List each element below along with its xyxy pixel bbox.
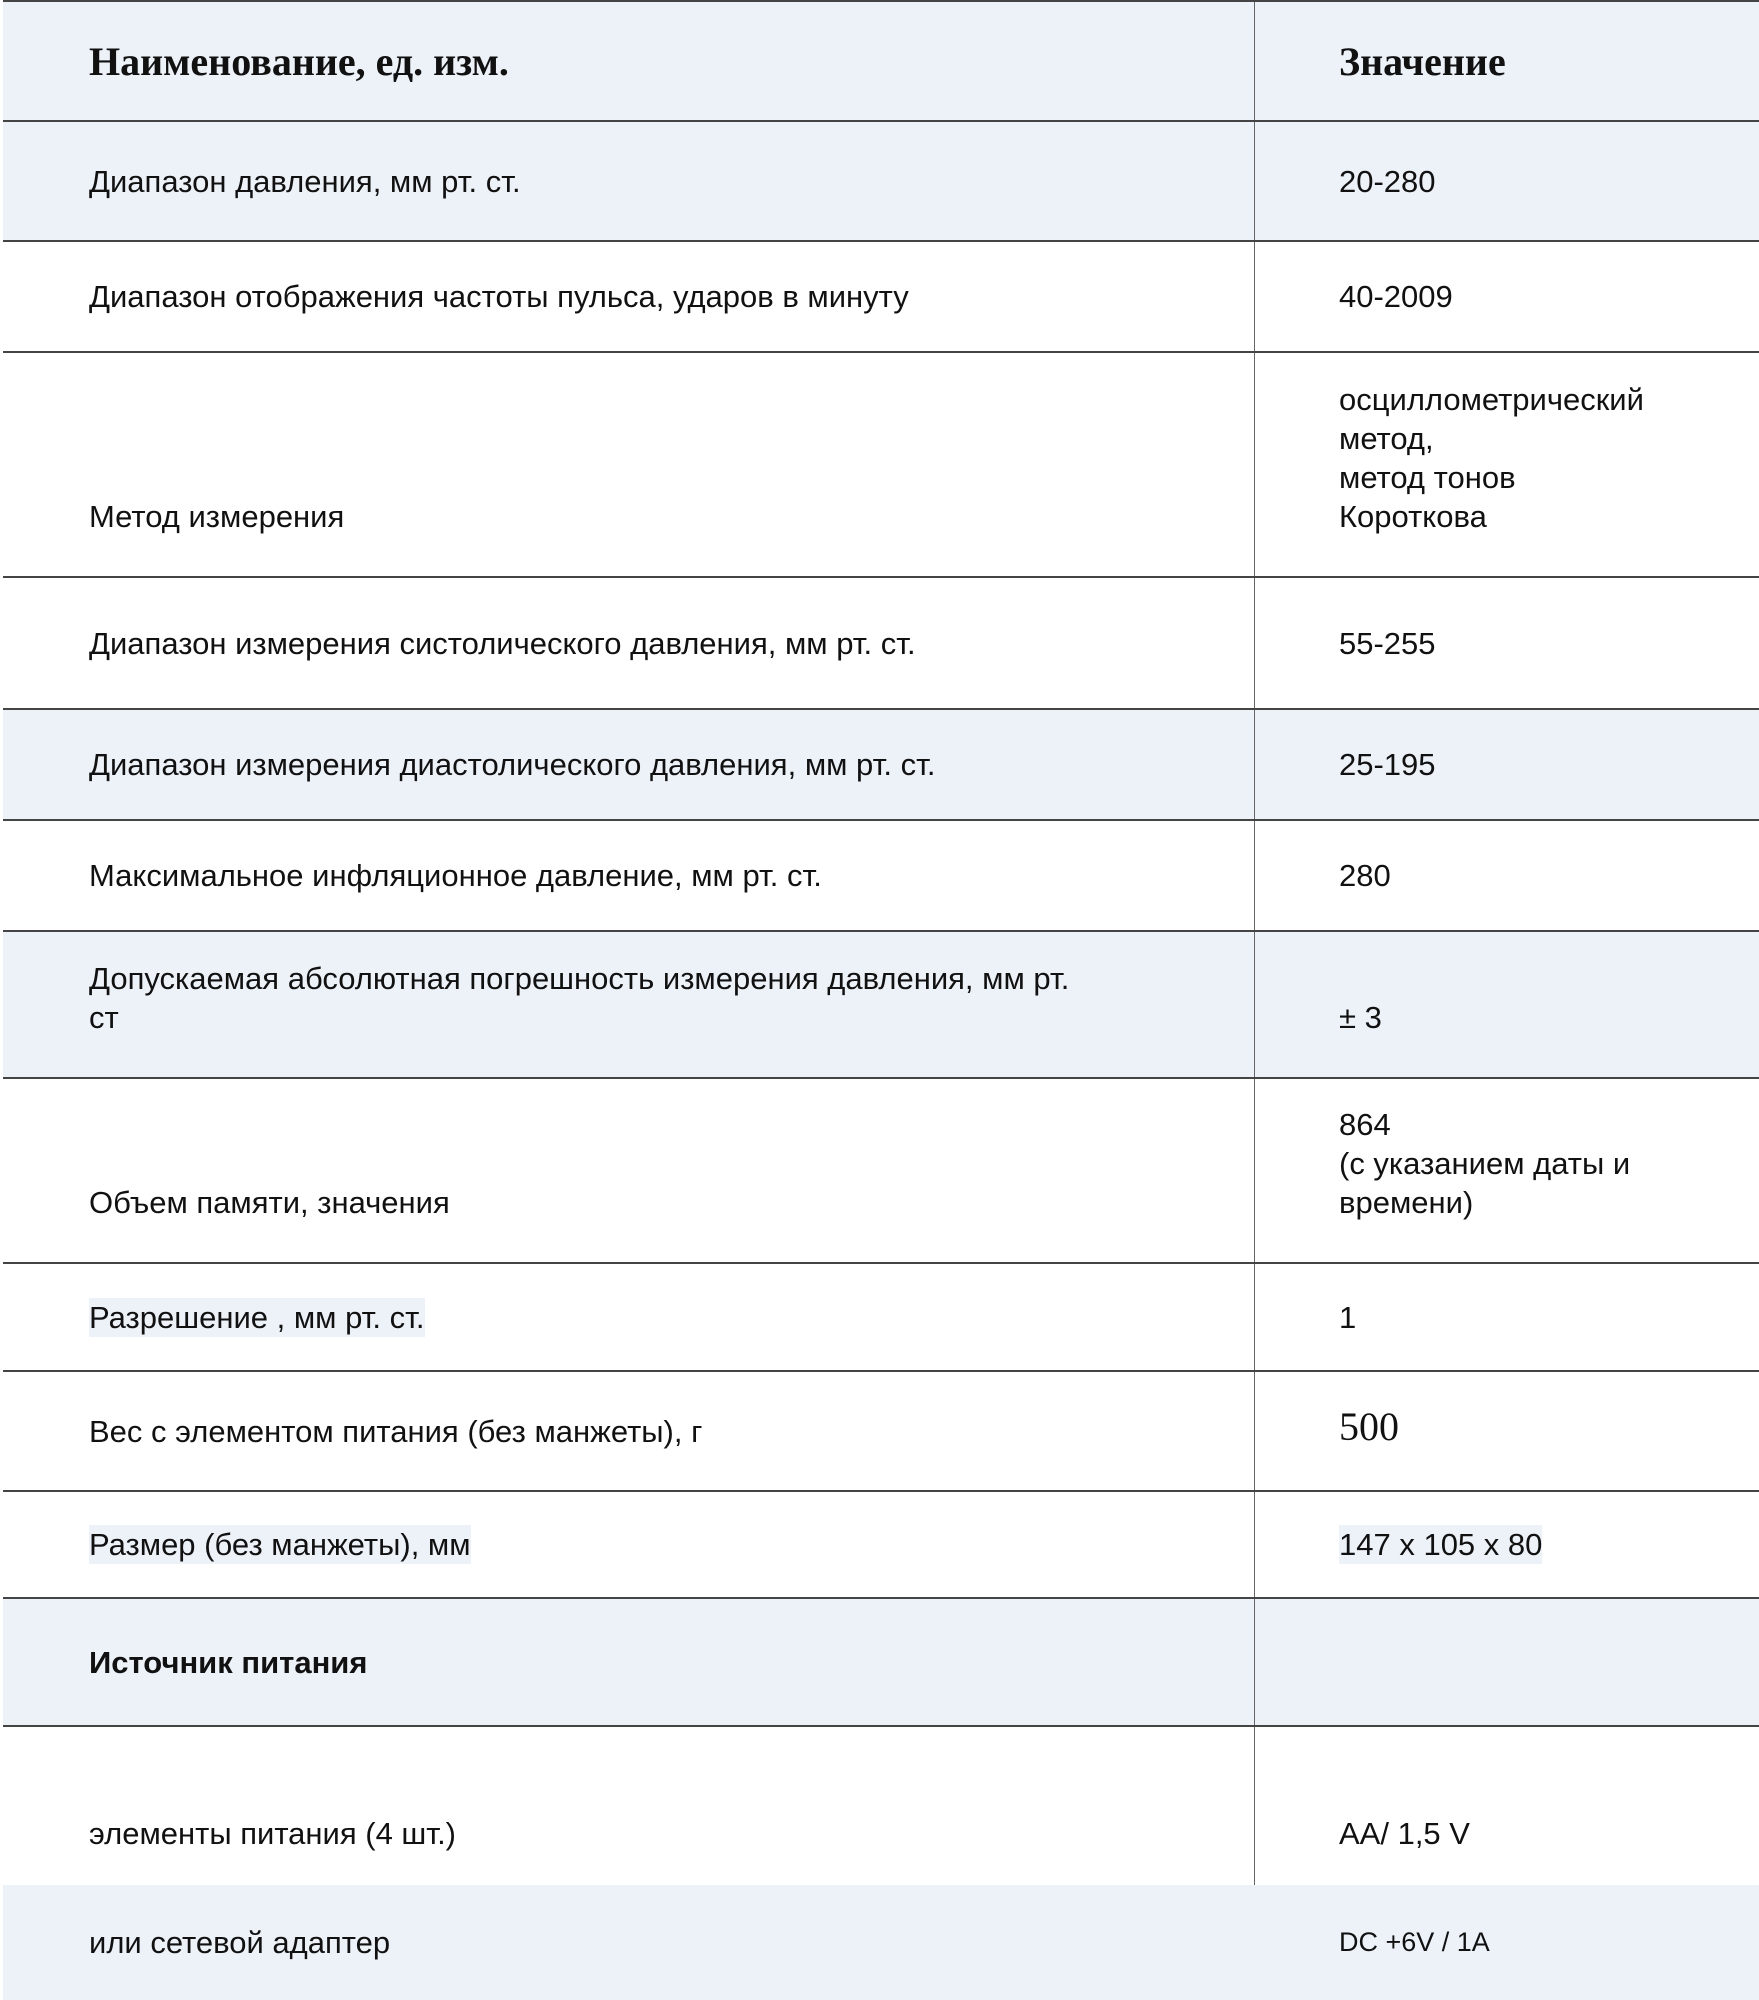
row-value: 20-280 — [1339, 163, 1436, 199]
row-name: Объем памяти, значения — [3, 1079, 1255, 1262]
row-value — [1255, 1599, 1759, 1725]
table-row — [3, 353, 1759, 578]
table-row — [3, 1264, 1759, 1372]
row-value: 147 x 105 x 80 — [1339, 1527, 1543, 1562]
row-value: AA/ 1,5 V — [1339, 1816, 1470, 1851]
table-row — [3, 821, 1759, 932]
row-name: Диапазон отображения частоты пульса, ударов в минуту — [3, 242, 1255, 351]
table-header-row — [3, 0, 1759, 122]
table-row — [3, 1885, 1759, 2000]
table-row — [3, 1492, 1759, 1599]
row-name: Диапазон измерения систолического давления, мм рт. ст. — [3, 578, 1255, 708]
row-value: осциллометрический метод, метод тонов Короткова — [1339, 382, 1644, 534]
table-row — [3, 932, 1759, 1079]
row-name-cell — [3, 1264, 1255, 1370]
row-value: ± 3 — [1339, 1000, 1382, 1035]
table-row — [3, 1372, 1759, 1492]
table-row — [3, 710, 1759, 821]
specifications-table — [3, 0, 1759, 2000]
row-value: 864 (с указанием даты и времени) — [1339, 1107, 1631, 1220]
section-row-power-source — [3, 1599, 1759, 1727]
row-value: 500 — [1339, 1403, 1399, 1449]
row-value-cell — [1255, 1492, 1759, 1597]
row-name: элементы питания (4 шт.) — [3, 1727, 1255, 1885]
row-value: 40-2009 — [1339, 279, 1453, 314]
row-value: 55-255 — [1339, 625, 1436, 661]
row-name: Метод измерения — [3, 353, 1255, 576]
row-name: Диапазон измерения диастолического давления, мм рт. ст. — [3, 710, 1255, 819]
table-row — [3, 242, 1759, 353]
row-value-cell — [1255, 1372, 1759, 1490]
row-name: или сетевой адаптер — [89, 1925, 391, 1960]
row-value: DC +6V / 1A — [1339, 1927, 1490, 1957]
row-name: Вес с элементом питания (без манжеты), г — [3, 1372, 1255, 1490]
row-value: 1 — [1339, 1299, 1357, 1335]
row-value: 280 — [1339, 858, 1391, 893]
section-title: Источник питания — [3, 1599, 1255, 1725]
row-name: Размер (без манжеты), мм — [89, 1527, 471, 1562]
table-row — [3, 1727, 1759, 1885]
row-name: Диапазон давления, мм рт. ст. — [3, 122, 1255, 240]
table-row — [3, 122, 1759, 242]
row-value: 25-195 — [1339, 747, 1436, 782]
table-row — [3, 578, 1759, 710]
header-name: Наименование, ед. изм. — [3, 2, 1255, 120]
row-name-cell — [3, 1492, 1255, 1597]
header-value: Значение — [1339, 38, 1506, 84]
row-name: Разрешение , мм рт. ст. — [89, 1299, 425, 1335]
row-name: Максимальное инфляционное давление, мм рт. ст. — [3, 821, 1255, 930]
row-name: Допускаемая абсолютная погрешность измерения давления, мм рт. ст — [3, 932, 1255, 1077]
table-row — [3, 1079, 1759, 1264]
